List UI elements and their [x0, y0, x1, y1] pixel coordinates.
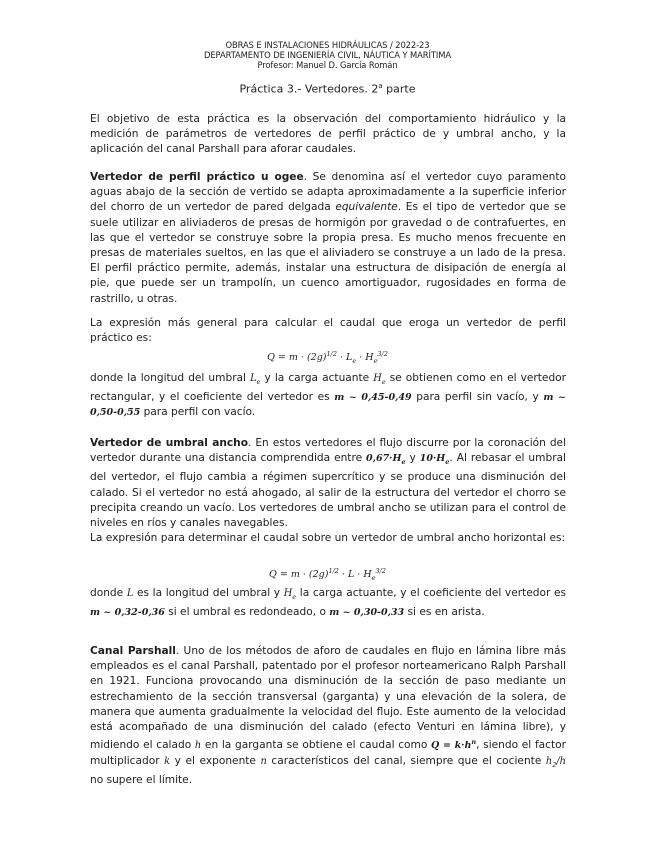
ogee-heading: Vertedor de perfil práctico u ogee [90, 171, 304, 183]
broad-crest-formula: $Q = m \cdot (2g)^{1/2} \cdot L \cdot H_e^{3/2}$ [269, 567, 386, 583]
broad-crest-heading: Vertedor de umbral ancho [90, 437, 248, 449]
parshall-heading: Canal Parshall [90, 645, 176, 657]
ogee-formula: $Q = m \cdot (2g)^{1/2} \cdot L_e \cdot H_e^{3/2}$ [267, 350, 388, 366]
course-header: OBRAS E INSTALACIONES HIDRÁULICAS / 2022-23 [225, 40, 430, 50]
ogee-paragraph: Vertedor de perfil práctico u ogee. Se denomina así el vertedor cuyo paramento aguas abajo de la sección de vertido se adapta aproximadamente a la superficie inferior del chorro de un vertedor de pared delgada equivalente. Es el tipo de vertedor que se suele utilizar en aliviaderos de presas de hormigón por gravedad o de contrafuertes, en las que el vertedor se construye sobre la propia presa. Es mucho menos frecuente en presas de materiales sueltos, en las que el aliviadero se construye a un lado de la presa. El perfil práctico permite, además, instalar una estructura de disipación de energía al pie, que puede ser un trampolín, un cuenco amortiguador, rugosidades en forma de rastrillo, u otras. [90, 171, 567, 305]
ogee-coefficients-paragraph: donde la longitud del umbral $L_e$ y la carga actuante $H_e$ se obtienen como en el vertedor rectangular, y el coeficiente del vertedor es m ~ 0,45-0,49 para perfil sin vacío, y m ~ 0,50-0,55 para perfil con vacío. [90, 372, 567, 419]
parshall-paragraph: Canal Parshall. Uno de los métodos de aforo de caudales en flujo en lámina libre más empleados es el canal Parshall, patentado por el profesor norteamericano Ralph Parshall en 1921. Funciona provocando una disminución de la sección de paso mediante un estrechamiento de la sección transversal (garganta) y una elevación de la solera, de manera que aumenta gradualmente la velocidad del flujo. Este aumento de la velocidad está acompañado de una disminución del calado (efecto Venturi en lámina libre), y midiendo el calado h en la garganta se obtiene el caudal como $Q = k\cdot h^n$, siendo el factor multiplicador k y el exponente n característicos del canal, siempre que el cociente $h_2/h$ no supere el límite. [90, 645, 567, 786]
broad-crest-coefficients-paragraph: donde L es la longitud del umbral y $H_e$ la carga actuante, y el coeficiente del vertedor es m ~ 0,32-0,36 si el umbral es redondeado, o m ~ 0,30-0,33 si es en arista. [90, 587, 566, 619]
intro-paragraph: El objetivo de esta práctica es la observación del comportamiento hidráulico y la medición de parámetros de vertedores de perfil práctico de y umbral ancho, y la aplicación del canal Parshall para aforar caudales. [90, 113, 566, 156]
page-title: Práctica 3.- Vertedores. 2$^a$ parte [239, 82, 416, 96]
broad-crest-paragraph: Vertedor de umbral ancho. En estos vertedores el flujo discurre por la coronación del vertedor durante una distancia comprendida entre $0,67\cdot H_e$ y $10\cdot H_e$. Al rebasar el umbral del vertedor, el flujo cambia a régimen supercrítico y se produce una disminución del calado. Si el vertedor no está ahogado, al salir de la estructura del vertedor el chorro se precipita creando un vacío. Los vertedores de umbral ancho se utilizan para el control de niveles en ríos y canales navegables. [90, 437, 567, 529]
ogee-expression-intro: La expresión más general para calcular el caudal que eroga un vertedor de perfil práctico es: [90, 317, 566, 345]
broad-crest-expression-intro: La expresión para determinar el caudal sobre un vertedor de umbral ancho horizontal es: [90, 532, 566, 544]
professor-header: Profesor: Manuel D. García Román [257, 60, 398, 70]
department-header: DEPARTAMENTO DE INGENIERÍA CIVIL, NÁUTICA Y MARÍTIMA [204, 50, 451, 60]
